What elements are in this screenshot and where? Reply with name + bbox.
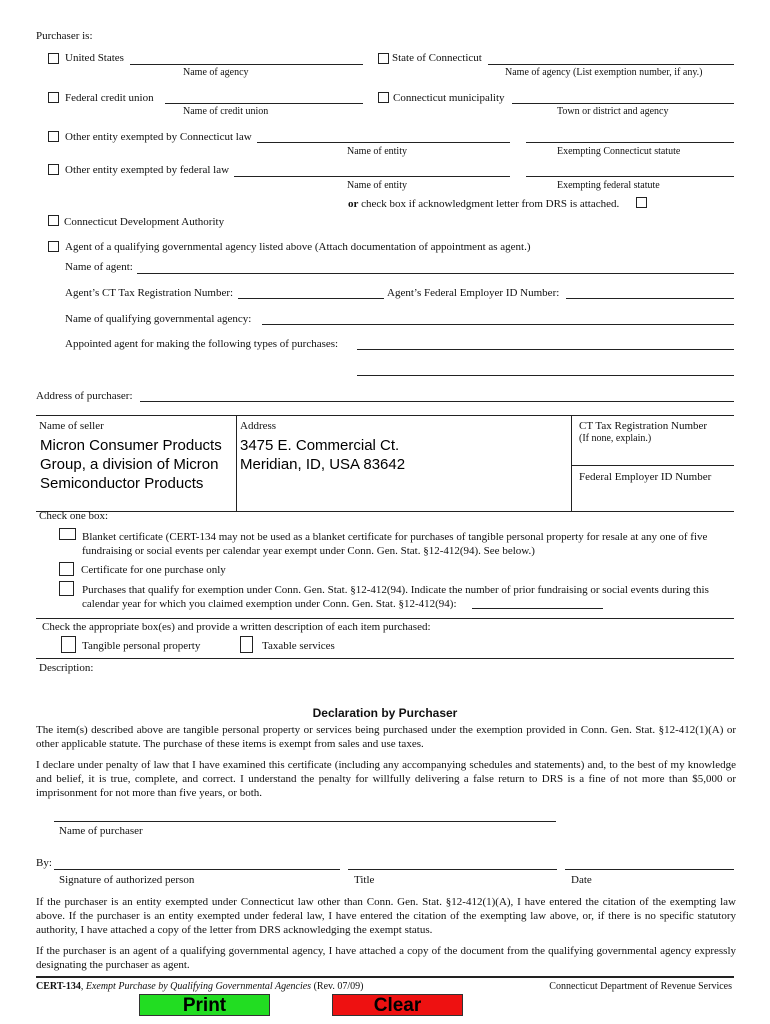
- ct-entity-caption: Name of entity: [347, 146, 407, 157]
- agent-checkbox[interactable]: [48, 241, 59, 252]
- credit-union-line[interactable]: [165, 103, 363, 104]
- name-of-seller-header: Name of seller: [39, 420, 104, 432]
- agent-fein-line[interactable]: [566, 298, 734, 299]
- appointed-agent-line-2[interactable]: [357, 375, 734, 376]
- other-ct-label: Other entity exempted by Connecticut law: [65, 131, 252, 143]
- seller-address-line: Meridian, ID, USA 83642: [240, 456, 406, 473]
- footer-form-info: CERT-134, Exempt Purchase by Qualifying Governmental Agencies (Rev. 07/09): [36, 981, 364, 992]
- tangible-checkbox[interactable]: [61, 636, 76, 653]
- seller-divider-2: [571, 415, 572, 511]
- ct-tax-field-line: [571, 465, 734, 466]
- footer-dept: Connecticut Department of Revenue Services: [549, 981, 732, 992]
- ct-tax-subheader: (If none, explain.): [579, 433, 652, 444]
- seller-divider-1: [236, 415, 237, 511]
- seller-name-line: Group, a division of Micron: [40, 456, 219, 473]
- address-of-purchaser-line[interactable]: [140, 401, 734, 402]
- qualify-text-1: Purchases that qualify for exemption under Conn. Gen. Stat. §12-412(94). Indicate the number of prior fundraising or social events during this: [82, 584, 709, 596]
- declaration-paragraph-4: If the purchaser is an agent of a qualifying governmental agency, I have attached a copy of the document from the qualifying governmental agency expressly designating the purchaser as agent.: [36, 945, 736, 971]
- qualify-text-2: calendar year for which you claimed exemption under Conn. Gen. Stat. §12-412(94):: [82, 598, 457, 610]
- us-agency-line[interactable]: [130, 64, 363, 65]
- name-of-agent-line[interactable]: [137, 273, 734, 274]
- taxable-checkbox[interactable]: [240, 636, 253, 653]
- blanket-text-1: Blanket certificate (CERT-134 may not be used as a blanket certificate for purchases of tangible personal property for resale at any one of five: [82, 531, 708, 543]
- one-purchase-text: Certificate for one purchase only: [81, 564, 226, 576]
- items-heading: Check the appropriate box(es) and provide a written description of each item purchased:: [42, 621, 431, 633]
- ct-tax-header: CT Tax Registration Number: [579, 420, 708, 432]
- date-line[interactable]: [565, 869, 734, 870]
- or-check-note: [348, 198, 619, 210]
- tangible-label: Tangible personal property: [82, 640, 201, 652]
- by-label: By:: [36, 857, 52, 869]
- fein-header: Federal Employer ID Number: [579, 471, 712, 483]
- federal-credit-union-checkbox[interactable]: [48, 92, 59, 103]
- footer-form-id: CERT-134: [36, 981, 81, 992]
- other-federal-checkbox[interactable]: [48, 164, 59, 175]
- section-divider-1: [36, 618, 734, 619]
- name-of-credit-union-caption: Name of credit union: [183, 106, 269, 117]
- state-agency-line[interactable]: [488, 64, 734, 65]
- seller-name-line: Micron Consumer Products: [40, 437, 222, 454]
- name-of-agency-exempt-caption: Name of agency (List exemption number, if any.): [505, 67, 703, 78]
- seller-address-line: 3475 E. Commercial Ct.: [240, 437, 400, 454]
- ct-municipality-label: Connecticut municipality: [393, 92, 505, 104]
- purchaser-heading: Purchaser is:: [36, 30, 93, 42]
- footer-rule: [36, 976, 734, 978]
- agent-label: Agent of a qualifying governmental agency listed above (Attach documentation of appointment as agent.): [65, 241, 531, 253]
- other-ct-checkbox[interactable]: [48, 131, 59, 142]
- drs-letter-checkbox[interactable]: [636, 197, 647, 208]
- qualify-checkbox[interactable]: [59, 581, 74, 596]
- seller-table-bottom: [36, 511, 734, 512]
- purchaser-name-line[interactable]: [54, 821, 556, 822]
- united-states-label: United States: [65, 52, 124, 64]
- name-of-purchaser-caption: Name of purchaser: [59, 825, 143, 837]
- federal-statute-caption: Exempting federal statute: [557, 180, 660, 191]
- ct-entity-line[interactable]: [257, 142, 510, 143]
- taxable-label: Taxable services: [262, 640, 335, 652]
- blanket-text-2: fundraising or social events per calendar year exempt under Conn. Gen. Stat. §12-412(94). See below.): [82, 545, 535, 557]
- address-of-purchaser-label: Address of purchaser:: [36, 390, 133, 402]
- other-federal-label: Other entity exempted by federal law: [65, 164, 230, 176]
- declaration-paragraph-2: I declare under penalty of law that I have examined this certificate (including any accompanying schedules and statements) and, to the best of my knowledge and belief, it is true, complete, and correct. I understand the penalty for willfully delivering a false return to DRS is a fine of not more than $5,000 or imprisonment for not more than five years, or both.: [36, 759, 736, 799]
- agent-ct-tax-label: Agent’s CT Tax Registration Number:: [65, 287, 234, 299]
- gov-agency-line[interactable]: [262, 324, 734, 325]
- seller-name-line: Semiconductor Products: [40, 475, 204, 492]
- ct-municipality-checkbox[interactable]: [378, 92, 389, 103]
- print-button[interactable]: Print: [139, 994, 270, 1016]
- or-check-text: check box if acknowledgment letter from DRS is attached.: [361, 198, 620, 210]
- seller-address-field[interactable]: [240, 436, 405, 474]
- signature-line[interactable]: [54, 869, 340, 870]
- ct-dev-authority-checkbox[interactable]: [48, 215, 59, 226]
- town-or-district-caption: Town or district and agency: [557, 106, 669, 117]
- seller-name-field[interactable]: [40, 436, 222, 493]
- ct-statute-line[interactable]: [526, 142, 734, 143]
- description-field[interactable]: [100, 660, 734, 700]
- signature-caption: Signature of authorized person: [59, 874, 195, 886]
- section-divider-2: [36, 658, 734, 659]
- federal-credit-union-label: Federal credit union: [65, 92, 154, 104]
- united-states-checkbox[interactable]: [48, 53, 59, 64]
- name-of-agent-label: Name of agent:: [65, 261, 133, 273]
- state-of-ct-label: State of Connecticut: [392, 52, 482, 64]
- seller-table-top: [36, 415, 734, 416]
- title-line[interactable]: [348, 869, 557, 870]
- agent-fein-label: Agent’s Federal Employer ID Number:: [387, 287, 560, 299]
- state-of-ct-checkbox[interactable]: [378, 53, 389, 64]
- prior-events-line[interactable]: [472, 608, 603, 609]
- seller-address-header: Address: [240, 420, 277, 432]
- description-label: Description:: [39, 662, 94, 674]
- appointed-agent-line-1[interactable]: [357, 349, 734, 350]
- clear-button[interactable]: Clear: [332, 994, 463, 1016]
- check-one-heading: Check one box:: [39, 510, 109, 522]
- agent-ct-tax-line[interactable]: [238, 298, 384, 299]
- name-of-agency-caption: Name of agency: [183, 67, 249, 78]
- title-caption: Title: [354, 874, 375, 886]
- ct-statute-caption: Exempting Connecticut statute: [557, 146, 681, 157]
- declaration-paragraph-1: The item(s) described above are tangible personal property or services being purchased under the exemption provided in Conn. Gen. Stat. §12-412(1)(A) or other applicable statute. The purchase of these items is exempt from sales and use taxes.: [36, 724, 736, 750]
- gov-agency-label: Name of qualifying governmental agency:: [65, 313, 252, 325]
- ct-dev-authority-label: Connecticut Development Authority: [64, 216, 225, 228]
- blanket-checkbox[interactable]: [59, 528, 76, 540]
- or-word: or: [348, 198, 359, 210]
- federal-entity-line[interactable]: [234, 176, 510, 177]
- footer-form-title: Exempt Purchase by Qualifying Governmental Agencies: [85, 981, 312, 992]
- one-purchase-checkbox[interactable]: [59, 562, 74, 576]
- federal-statute-line[interactable]: [526, 176, 734, 177]
- municipality-line[interactable]: [512, 103, 734, 104]
- appointed-agent-label: Appointed agent for making the following types of purchases:: [65, 338, 339, 350]
- declaration-paragraph-3: If the purchaser is an entity exempted under Connecticut law other than Conn. Gen. Stat. §12-412(1)(A), I have entered the citation of the exempting law above. If the purchaser is an entity exempted under federal law, I have entered the citation of the exempting law above, or, if there is no specific statutory authority, I have attached a copy of the letter from DRS acknowledging the exempt status.: [36, 896, 736, 936]
- date-caption: Date: [571, 874, 592, 886]
- declaration-title: Declaration by Purchaser: [312, 706, 458, 720]
- federal-entity-caption: Name of entity: [347, 180, 407, 191]
- footer-rev: (Rev. 07/09): [313, 981, 364, 992]
